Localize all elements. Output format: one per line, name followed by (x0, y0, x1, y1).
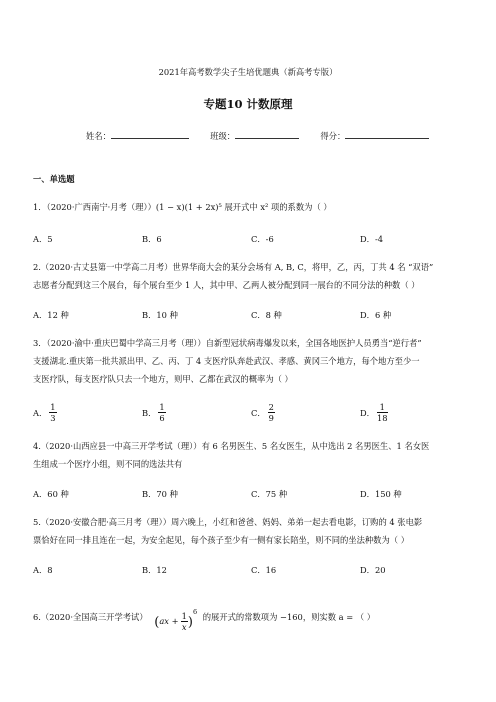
option-d[interactable]: D．6 种 (360, 310, 392, 320)
question-text-line-1: 5.（2020·安徽合肥·高三月考（理））周六晚上，小红和爸爸、妈妈、弟弟一起去看电影，订购的 4 张电影 (33, 517, 423, 527)
question-5 (33, 513, 469, 549)
question-2-options (33, 309, 473, 325)
name-label: 姓名： (86, 131, 111, 141)
question-3-options (33, 403, 473, 429)
fraction: $\frac{1}{18}$ (376, 402, 388, 424)
option-d[interactable]: D． $\frac{1}{18}$ (360, 402, 388, 424)
score-blank[interactable] (345, 129, 429, 139)
fraction: $\frac{1}{x}$ (181, 610, 187, 632)
class-blank[interactable] (235, 129, 299, 139)
question-text-line-2: 票恰好在同一排且连在一起，为安全起见，每个孩子至少有一侧有家长陪坐，则不同的坐法种数为（ ） (33, 535, 410, 545)
option-b[interactable]: B．6 (142, 234, 162, 244)
exponent: 6 (192, 608, 198, 616)
question-text-line-1: 2.（2020·古丈县第一中学高二月考）世界华商大会的某分会场有 A, B, C，将甲，乙，丙，丁共 4 名 “双语” (33, 262, 434, 272)
option-a[interactable]: A．5 (33, 234, 53, 244)
class-label: 班级： (210, 131, 236, 141)
question-text: 1．（2020·广西南宁·月考（理））(1 − x)(1 + 2x)⁵ 展开式中 x² 项的系数为（ ） (33, 202, 332, 212)
section-heading: 一、单选题 (33, 174, 75, 184)
question-2 (33, 258, 469, 294)
question-1 (33, 198, 469, 216)
binomial-expression: (ax + $\frac{1}{x}$ )$^6$ (154, 608, 198, 632)
option-d[interactable]: D．20 (360, 565, 386, 575)
option-c[interactable]: C．16 (251, 565, 277, 575)
option-a[interactable]: A．60 种 (33, 489, 69, 499)
name-blank[interactable] (111, 129, 189, 139)
option-b[interactable]: B． $\frac{1}{6}$ (142, 402, 165, 424)
question-text-line-1: 4.（2020·山西应县一中高三开学考试（理））有 6 名男医生、5 名女医生，从中选出 2 名男医生、1 名女医 (33, 441, 430, 451)
option-a[interactable]: A． $\frac{1}{3}$ (33, 402, 56, 424)
option-c[interactable]: C． $\frac{2}{9}$ (251, 402, 274, 424)
option-c[interactable]: C．-6 (251, 234, 274, 244)
document-title: 专题10 计数原理 (203, 97, 293, 111)
fraction: $\frac{1}{6}$ (159, 402, 165, 424)
question-6-suffix: 的展开式的常数项为 −160，则实数 a = （ ） (202, 612, 376, 622)
question-5-options (33, 564, 473, 580)
option-b[interactable]: B．70 种 (142, 489, 178, 499)
option-a[interactable]: A．12 种 (33, 310, 69, 320)
document-subtitle: 2021年高考数学尖子生培优题典（新高考专版） (158, 67, 338, 77)
question-6 (33, 597, 376, 632)
option-b[interactable]: B．12 (142, 565, 167, 575)
question-text-line-2: 生组成一个医疗小组，则不同的选法共有 (33, 459, 183, 469)
option-d[interactable]: D．-4 (360, 234, 384, 244)
student-info-row (86, 129, 429, 142)
option-b[interactable]: B．10 种 (142, 310, 178, 320)
question-3 (33, 334, 469, 388)
score-label: 得分： (320, 131, 346, 141)
question-text-line-2: 志愿者分配到这三个展台，每个展台至少 1 人，其中甲、乙两人被分配到同一展台的不同分法的种数（ ） (33, 280, 420, 290)
fraction: $\frac{2}{9}$ (268, 402, 274, 424)
option-a[interactable]: A．8 (33, 565, 53, 575)
question-6-prefix: 6.（2020·全国高三开学考试） (33, 612, 148, 622)
fraction: $\frac{1}{3}$ (50, 402, 56, 424)
question-4-options (33, 488, 473, 504)
question-text-line-1: 3．（2020·渝中·重庆巴蜀中学高三月考（理））自新型冠状病毒爆发以来，全国各地医护人员勇当“逆行者” (33, 338, 422, 348)
option-c[interactable]: C．75 种 (251, 489, 288, 499)
question-4 (33, 437, 469, 473)
option-d[interactable]: D．150 种 (360, 489, 402, 499)
question-text-line-2: 支援湖北.重庆第一批共派出甲、乙、丙、丁 4 支医疗队奔赴武汉、孝感、黄冈三个地方，每个地方至少一 (33, 356, 420, 366)
option-c[interactable]: C．8 种 (251, 310, 282, 320)
question-1-options (33, 233, 473, 249)
question-text-line-3: 支医疗队，每支医疗队只去一个地方，则甲、乙都在武汉的概率为（ ） (33, 374, 293, 384)
